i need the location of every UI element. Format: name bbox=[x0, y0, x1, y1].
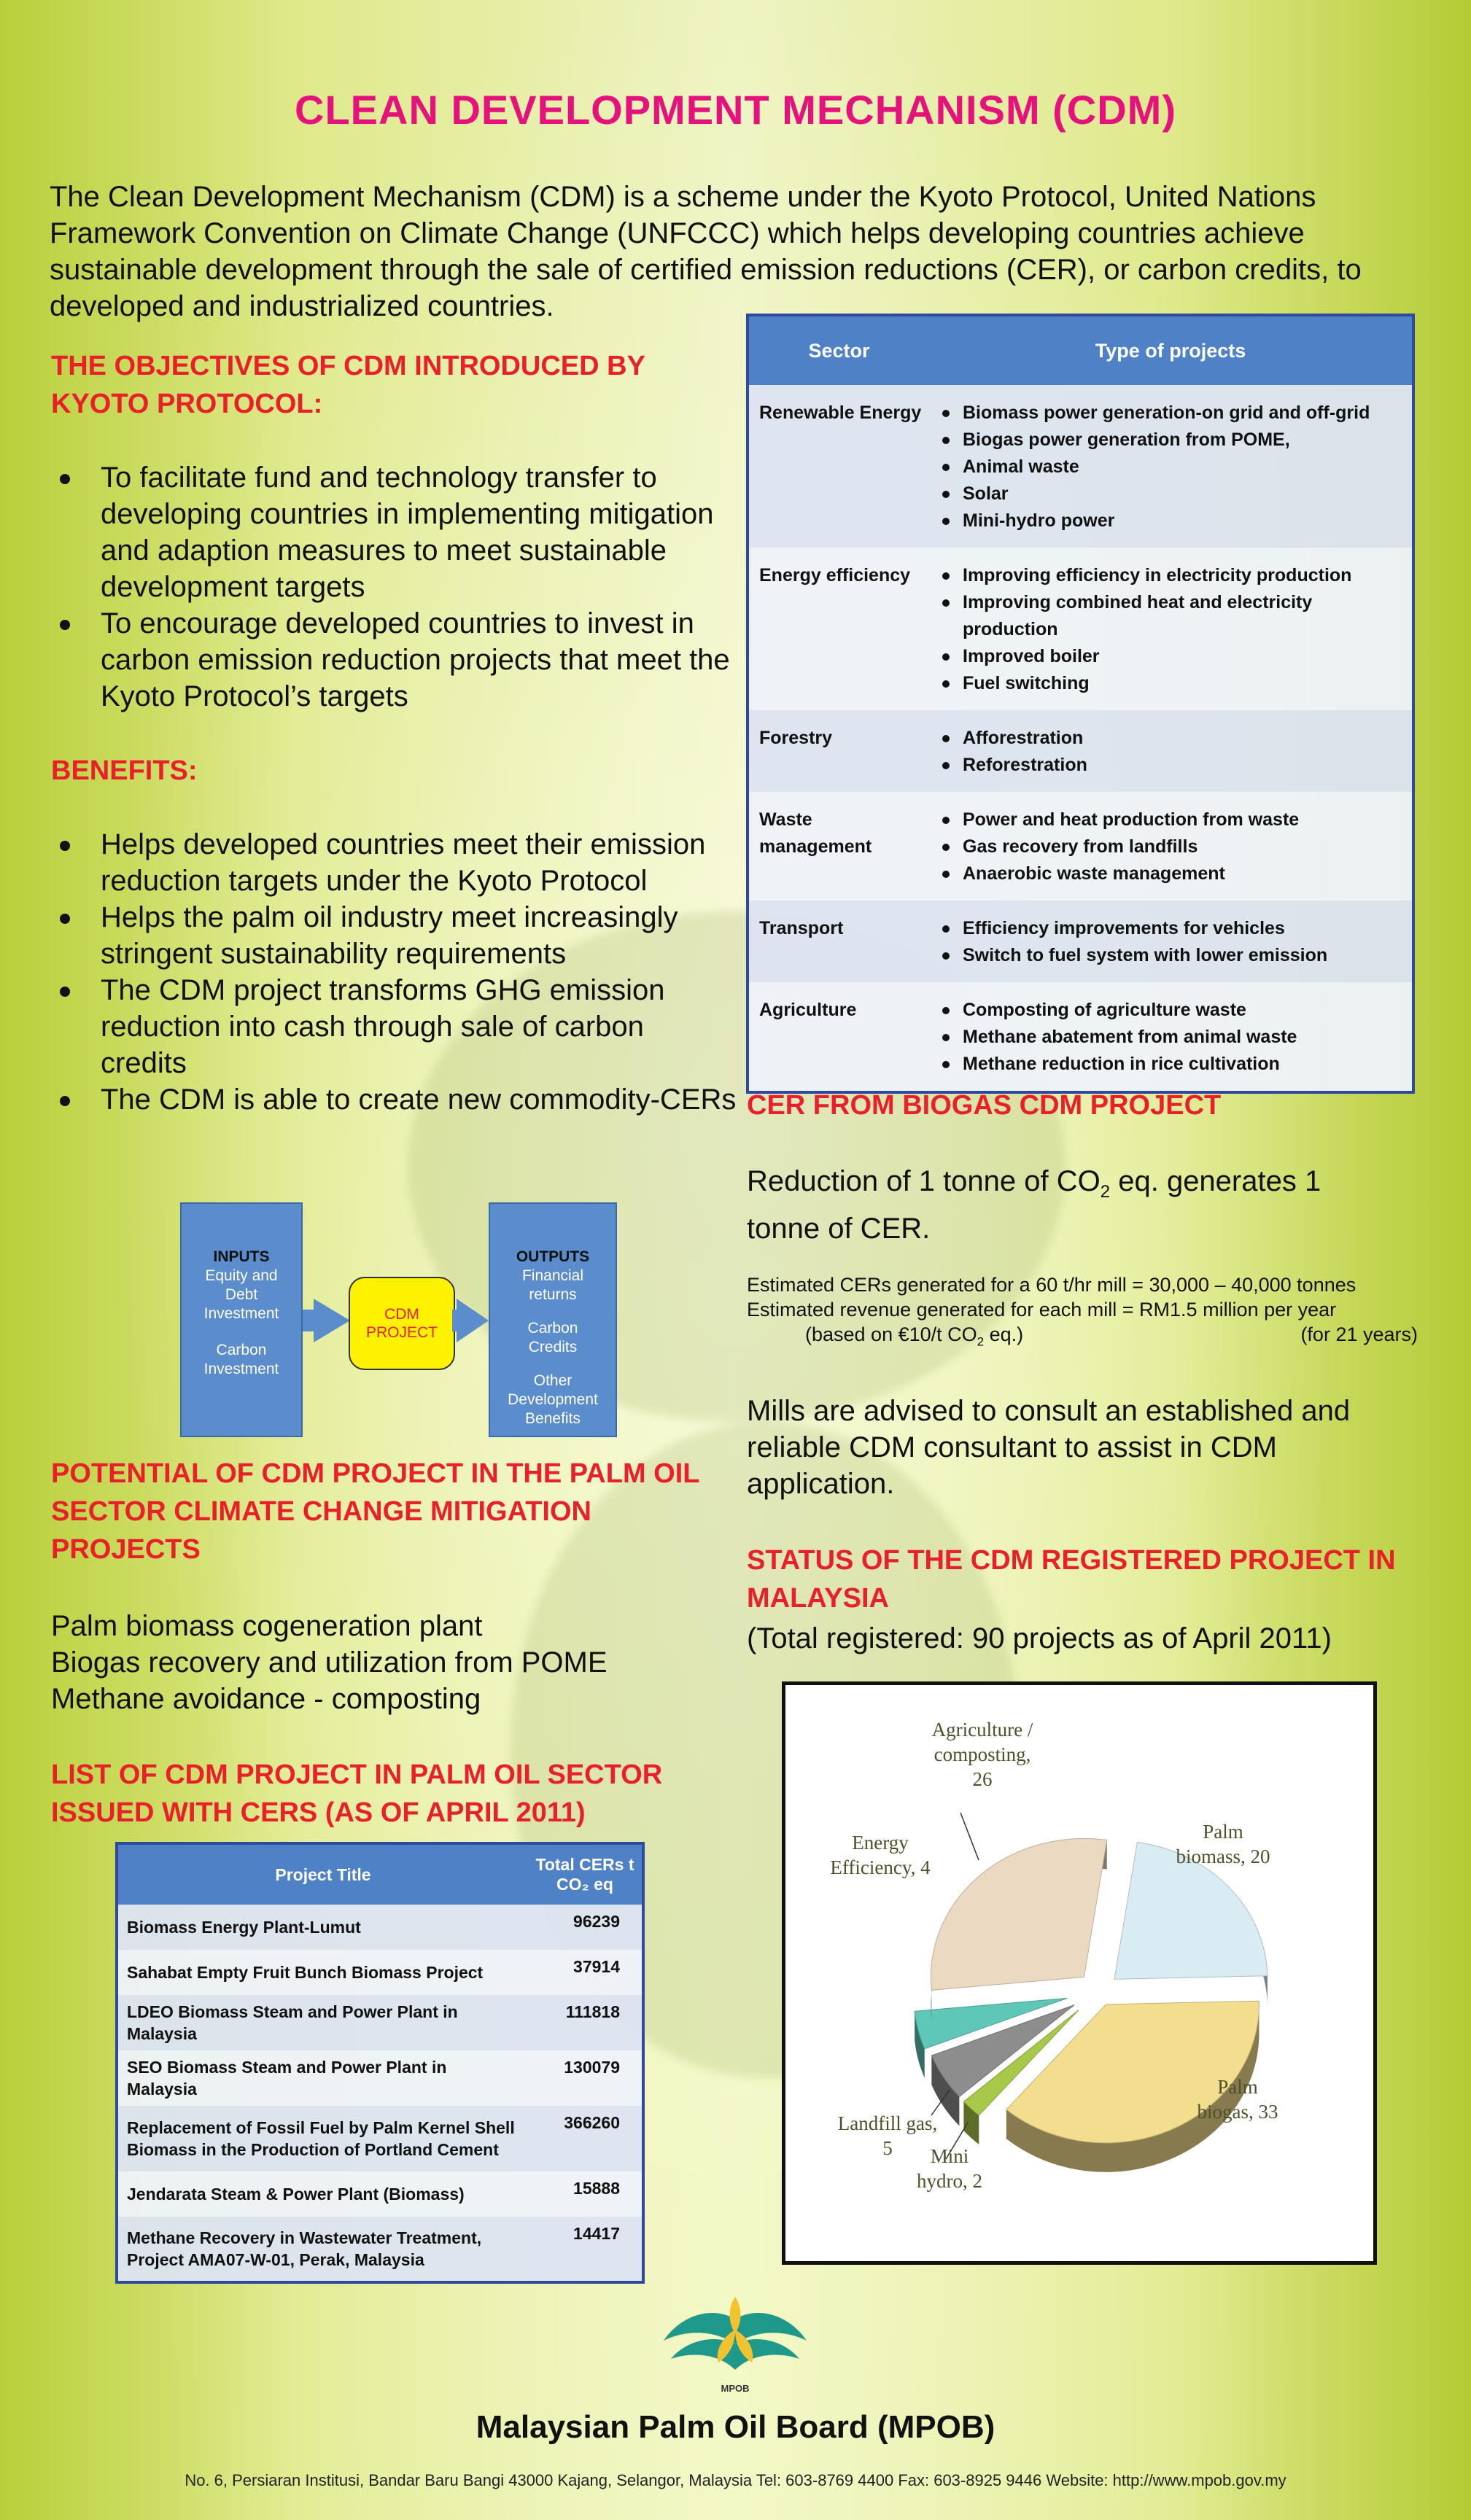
table-row bbox=[748, 792, 1413, 901]
estimate-line: Estimated CERs generated for a 60 t/hr mill = 30,000 – 40,000 tonnes bbox=[747, 1274, 1356, 1296]
cer-biogas-line bbox=[747, 1163, 1418, 1210]
inputs-text: Investment bbox=[203, 1361, 279, 1377]
objectives-heading-line: THE OBJECTIVES OF CDM INTRODUCED BY bbox=[51, 351, 645, 381]
project-type-list bbox=[939, 997, 1405, 1078]
project-title-cell: LDEO Biomass Steam and Power Plant in Malaysia bbox=[117, 1995, 528, 2050]
registered-projects-chart bbox=[782, 1681, 1377, 2265]
list-item: Efficiency improvements for vehicles bbox=[939, 915, 1405, 942]
column-header-type: Type of projects bbox=[929, 315, 1413, 385]
project-title-cell: Sahabat Empty Fruit Bunch Biomass Project bbox=[117, 1950, 528, 1995]
table-row bbox=[117, 2217, 643, 2282]
benefit-item: Helps the palm oil industry meet increasingly stringent sustainability requirements bbox=[51, 899, 737, 972]
leader-line bbox=[960, 1813, 979, 1860]
table-row bbox=[748, 548, 1413, 710]
project-type-list bbox=[939, 915, 1405, 969]
outputs-text: Carbon bbox=[527, 1320, 578, 1337]
benefit-item: The CDM is able to create new commodity-CERs bbox=[51, 1081, 737, 1118]
cers-value-cell: 366260 bbox=[528, 2106, 643, 2171]
inputs-text: Debt bbox=[225, 1286, 258, 1303]
table-row bbox=[748, 982, 1413, 1092]
outputs-text: Other bbox=[533, 1372, 573, 1389]
cers-value-cell: 37914 bbox=[528, 1950, 643, 1995]
objectives-heading-line: KYOTO PROTOCOL: bbox=[51, 389, 323, 419]
cers-value-cell: 111818 bbox=[528, 1995, 643, 2050]
objective-item: To encourage developed countries to invest in carbon emission reduction projects that meet the Kyoto Protocol’s targets bbox=[51, 605, 737, 715]
list-item: Methane abatement from animal waste bbox=[939, 1024, 1405, 1051]
text-span: (based on €10/t CO bbox=[805, 1323, 977, 1345]
projects-cell bbox=[929, 385, 1413, 548]
projects-cell bbox=[929, 982, 1413, 1092]
page-title: CLEAN DEVELOPMENT MECHANISM (CDM) bbox=[295, 87, 1176, 133]
table-row bbox=[748, 385, 1413, 548]
text-span: Reduction of 1 tonne of CO bbox=[747, 1165, 1101, 1197]
list-item: Fuel switching bbox=[939, 670, 1405, 697]
outputs-text: Financial bbox=[521, 1267, 584, 1284]
cer-biogas-statement bbox=[747, 1163, 1418, 1247]
cers-value-cell: 14417 bbox=[528, 2217, 643, 2282]
organization-name: Malaysian Palm Oil Board (MPOB) bbox=[476, 2409, 995, 2445]
list-item: Composting of agriculture waste bbox=[939, 997, 1405, 1024]
outputs-text: Development bbox=[508, 1391, 598, 1408]
column-header-total-cers bbox=[528, 1843, 643, 1905]
logo-text: MPOB bbox=[721, 2383, 750, 2394]
pie-slice-label: Energy Efficiency, 4 bbox=[830, 1832, 931, 1878]
inputs-box bbox=[180, 1202, 303, 1437]
cers-value-cell: 96239 bbox=[528, 1905, 643, 1950]
cer-estimates bbox=[747, 1272, 1418, 1354]
cers-value-cell: 15888 bbox=[528, 2171, 643, 2217]
outputs-box bbox=[489, 1202, 617, 1437]
potential-heading bbox=[51, 1455, 700, 1568]
column-header-sector: Sector bbox=[748, 315, 929, 385]
inputs-text: Carbon bbox=[216, 1342, 267, 1358]
table-row bbox=[117, 1995, 643, 2050]
list-item: Anaerobic waste management bbox=[939, 860, 1405, 887]
organization-address: No. 6, Persiaran Institusi, Bandar Baru Bangi 43000 Kajang, Selangor, Malaysia Tel: 603-8769 4400 Fax: 603-8925 9446 Website: http://www.mpob.gov.my bbox=[185, 2471, 1286, 2489]
project-title-cell: Jendarata Steam & Power Plant (Biomass) bbox=[117, 2171, 528, 2217]
list-item: Solar bbox=[939, 481, 1405, 508]
column-header-project-title: Project Title bbox=[117, 1843, 528, 1905]
objectives-list bbox=[51, 459, 737, 715]
list-item: Switch to fuel system with lower emission bbox=[939, 942, 1405, 969]
projects-cell bbox=[929, 792, 1413, 901]
outputs-text: Benefits bbox=[525, 1410, 581, 1427]
advice-line: reliable CDM consultant to assist in CDM bbox=[747, 1431, 1277, 1463]
inputs-text: Investment bbox=[203, 1305, 279, 1322]
list-item: Afforestration bbox=[939, 725, 1405, 752]
outputs-text: returns bbox=[529, 1286, 577, 1303]
table-row bbox=[748, 710, 1413, 792]
list-item: Improved boiler bbox=[939, 643, 1405, 670]
mpob-logo-icon bbox=[656, 2290, 815, 2399]
project-type-list bbox=[939, 562, 1405, 697]
project-type-list bbox=[939, 400, 1405, 534]
project-title-cell: Biomass Energy Plant-Lumut bbox=[117, 1905, 528, 1950]
project-title-cell: SEO Biomass Steam and Power Plant in Malaysia bbox=[117, 2050, 528, 2106]
table-row bbox=[117, 2171, 643, 2217]
outputs-heading: OUTPUTS bbox=[516, 1248, 590, 1265]
subscript: 2 bbox=[977, 1334, 985, 1349]
project-title-cell: Replacement of Fossil Fuel by Palm Kernel Shell Biomass in the Production of Portland Cement bbox=[117, 2106, 528, 2171]
cer-projects-table bbox=[115, 1842, 645, 2284]
potential-item: Palm biomass cogeneration plant bbox=[51, 1610, 483, 1642]
flow-arrow-icon bbox=[314, 1299, 350, 1342]
projects-cell bbox=[929, 901, 1413, 982]
status-heading-line: MALAYSIA bbox=[747, 1583, 889, 1614]
table-row bbox=[117, 1905, 643, 1950]
sector-cell: Transport bbox=[748, 901, 929, 982]
sector-cell: Forestry bbox=[748, 710, 929, 792]
table-row bbox=[117, 2106, 643, 2171]
sector-projects-table bbox=[746, 314, 1415, 1094]
sector-cell: Renewable Energy bbox=[748, 385, 929, 548]
list-item: Biomass power generation-on grid and off-grid bbox=[939, 400, 1405, 427]
potential-heading-line: POTENTIAL OF CDM PROJECT IN THE PALM OIL bbox=[51, 1458, 700, 1489]
advice-line: Mills are advised to consult an established and bbox=[747, 1395, 1351, 1427]
benefits-list bbox=[51, 826, 737, 1118]
list-item: Power and heat production from waste bbox=[939, 806, 1405, 833]
pie-slice-label: Mini hydro, 2 bbox=[917, 2145, 982, 2192]
pie-chart-svg bbox=[785, 1685, 1373, 2261]
benefit-item: Helps developed countries meet their emission reduction targets under the Kyoto Protocol bbox=[51, 826, 737, 899]
advice-line: application. bbox=[747, 1468, 895, 1500]
cer-biogas-line: tonne of CER. bbox=[747, 1213, 931, 1245]
inputs-text: Equity and bbox=[205, 1267, 278, 1284]
list-item: Improving combined heat and electricity production bbox=[939, 589, 1405, 643]
column-header-line: CO₂ eq bbox=[556, 1875, 613, 1894]
inputs-heading: INPUTS bbox=[213, 1248, 270, 1265]
text-span: eq.) bbox=[984, 1323, 1024, 1345]
mpob-logo bbox=[656, 2290, 815, 2399]
cdm-project-text: CDM bbox=[384, 1306, 419, 1323]
estimate-line: Estimated revenue generated for each mill = RM1.5 million per year bbox=[747, 1299, 1337, 1321]
project-type-list bbox=[939, 806, 1405, 887]
status-heading-line: STATUS OF THE CDM REGISTERED PROJECT IN bbox=[747, 1545, 1396, 1576]
list-item: Biogas power generation from POME, bbox=[939, 427, 1405, 454]
estimate-line bbox=[747, 1322, 1418, 1354]
project-title-cell: Methane Recovery in Wastewater Treatment, Project AMA07-W-01, Perak, Malaysia bbox=[117, 2217, 528, 2282]
cer-list-heading bbox=[51, 1756, 662, 1832]
potential-item: Methane avoidance - composting bbox=[51, 1683, 481, 1715]
objectives-heading bbox=[51, 347, 645, 423]
intro-paragraph: The Clean Development Mechanism (CDM) is a scheme under the Kyoto Protocol, United Nations Framework Convention on Climate Change (UNFCCC) which helps developing countries achieve sustainable development through the sale of certified emission reductions (CER), or carbon credits, to developed and industrialized countries. bbox=[50, 181, 1362, 322]
flow-arrow-icon bbox=[457, 1299, 489, 1342]
consultant-advice bbox=[747, 1393, 1418, 1502]
potential-heading-line: SECTOR CLIMATE CHANGE MITIGATION bbox=[51, 1496, 591, 1527]
potential-item: Biogas recovery and utilization from POME bbox=[51, 1646, 608, 1679]
text-span: eq. generates 1 bbox=[1110, 1165, 1321, 1197]
pie-slice-label: Palm biomass, 20 bbox=[1176, 1821, 1270, 1867]
table-row bbox=[117, 2050, 643, 2106]
pie-slice-label: Landfill gas, 5 bbox=[837, 2112, 938, 2159]
duration-text: (for 21 years) bbox=[1300, 1323, 1418, 1345]
list-item: Animal waste bbox=[939, 454, 1405, 481]
benefits-heading: BENEFITS: bbox=[51, 755, 198, 786]
cdm-project-text: PROJECT bbox=[365, 1324, 438, 1341]
cer-list-heading-line: ISSUED WITH CERS (AS OF APRIL 2011) bbox=[51, 1797, 586, 1828]
table-row bbox=[748, 901, 1413, 982]
objective-item: To facilitate fund and technology transfer to developing countries in implementing mitigation and adaption measures to meet sustainable development targets bbox=[51, 459, 737, 605]
list-item: Improving efficiency in electricity production bbox=[939, 562, 1405, 589]
cer-list-heading-line: LIST OF CDM PROJECT IN PALM OIL SECTOR bbox=[51, 1759, 663, 1790]
status-subtitle: (Total registered: 90 projects as of April 2011) bbox=[747, 1622, 1332, 1654]
projects-cell bbox=[929, 548, 1413, 710]
sector-cell: Energy efficiency bbox=[748, 548, 929, 710]
cdm-project-box bbox=[349, 1277, 455, 1370]
cer-biogas-heading: CER FROM BIOGAS CDM PROJECT bbox=[747, 1090, 1222, 1121]
potential-heading-line: PROJECTS bbox=[51, 1534, 201, 1565]
potential-list bbox=[51, 1608, 608, 1717]
pie-slice-label: Agriculture / composting, 26 bbox=[931, 1719, 1033, 1790]
pie-slice-label: Palm biogas, 33 bbox=[1197, 2076, 1278, 2123]
projects-cell bbox=[929, 710, 1413, 792]
status-heading bbox=[747, 1541, 1396, 1617]
list-item: Methane reduction in rice cultivation bbox=[939, 1051, 1405, 1078]
column-header-line: Total CERs t bbox=[535, 1855, 634, 1874]
benefit-item: The CDM project transforms GHG emission reduction into cash through sale of carbon credits bbox=[51, 972, 737, 1081]
table-row bbox=[117, 1950, 643, 1995]
pie-slice bbox=[931, 1838, 1106, 1990]
subscript: 2 bbox=[1100, 1182, 1111, 1202]
sector-cell: Agriculture bbox=[748, 982, 929, 1092]
outputs-text: Credits bbox=[528, 1339, 578, 1356]
list-item: Reforestration bbox=[939, 752, 1405, 779]
list-item: Mini-hydro power bbox=[939, 508, 1405, 534]
list-item: Gas recovery from landfills bbox=[939, 833, 1405, 860]
cers-value-cell: 130079 bbox=[528, 2050, 643, 2106]
project-type-list bbox=[939, 725, 1405, 779]
sector-cell: Waste management bbox=[748, 792, 929, 901]
